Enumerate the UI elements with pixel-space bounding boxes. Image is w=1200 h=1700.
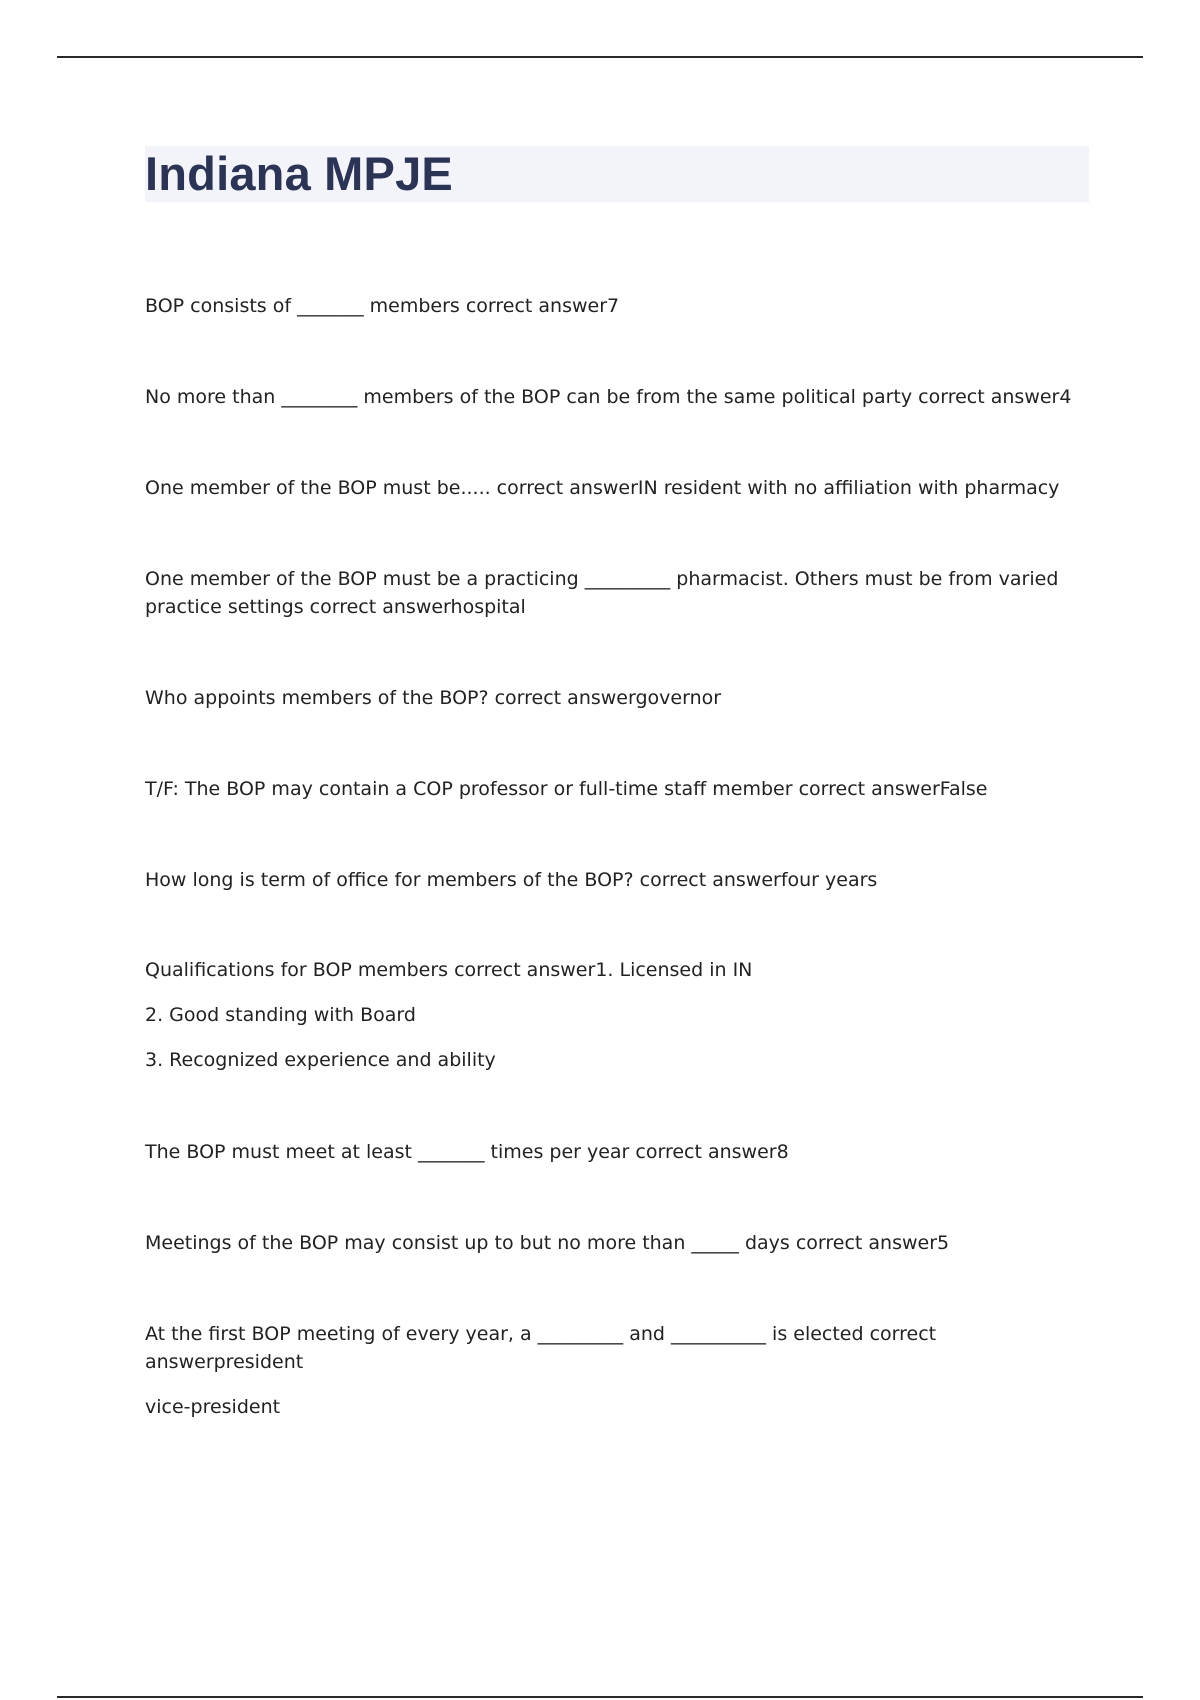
answer-text: governor [635, 687, 722, 709]
answer-text: four years [780, 869, 878, 891]
answer-line: 2. Good standing with Board [145, 1004, 416, 1026]
question-text: Who appoints members of the BOP? correct answer [145, 687, 636, 709]
qa-item [145, 565, 1090, 621]
qa-item [145, 956, 1090, 1074]
answer-text: False [939, 778, 988, 800]
question-text: BOP consists of _______ members correct answer [145, 295, 608, 317]
qa-item [145, 866, 1090, 894]
answer-line: president [213, 1351, 304, 1373]
answer-line: 3. Recognized experience and ability [145, 1049, 496, 1071]
document-title: Indiana MPJE [145, 147, 453, 200]
question-text: No more than ________ members of the BOP can be from the same political party correct answer [145, 386, 1060, 408]
question-text: At the first BOP meeting of every year, a _________ and __________ is elected correct answer [145, 1323, 937, 1373]
qa-item [145, 474, 1090, 502]
answer-text: 8 [776, 1141, 789, 1163]
qa-item [145, 684, 1090, 712]
question-text: The BOP must meet at least _______ times per year correct answer [145, 1141, 777, 1163]
answer-text: 7 [607, 295, 620, 317]
qa-item [145, 775, 1090, 803]
answer-text: IN resident with no affiliation with pharmacy [637, 477, 1060, 499]
answer-text: 5 [937, 1232, 950, 1254]
answer-line: vice-president [145, 1396, 281, 1418]
question-text: Meetings of the BOP may consist up to but no more than _____ days correct answer [145, 1232, 938, 1254]
qa-item [145, 383, 1090, 411]
qa-item [145, 1320, 1090, 1421]
bottom-rule [57, 1696, 1143, 1698]
qa-item [145, 292, 1090, 320]
question-text: One member of the BOP must be a practicing _________ pharmacist. Others must be from varied practice settings correct answer [145, 568, 1059, 618]
answer-text: 4 [1059, 386, 1072, 408]
qa-first-line [145, 956, 1090, 984]
question-text: How long is term of office for members of the BOP? correct answer [145, 869, 781, 891]
qa-item [145, 1229, 1090, 1257]
question-text: Qualifications for BOP members correct answer [145, 959, 596, 981]
top-rule [57, 56, 1143, 58]
question-text: T/F: The BOP may contain a COP professor or full-time staff member correct answer [145, 778, 940, 800]
qa-first-line [145, 1320, 1090, 1376]
answer-line: 1. Licensed in IN [595, 959, 753, 981]
question-text: One member of the BOP must be..... correct answer [145, 477, 638, 499]
answer-text: hospital [450, 596, 526, 618]
qa-item [145, 1138, 1090, 1166]
